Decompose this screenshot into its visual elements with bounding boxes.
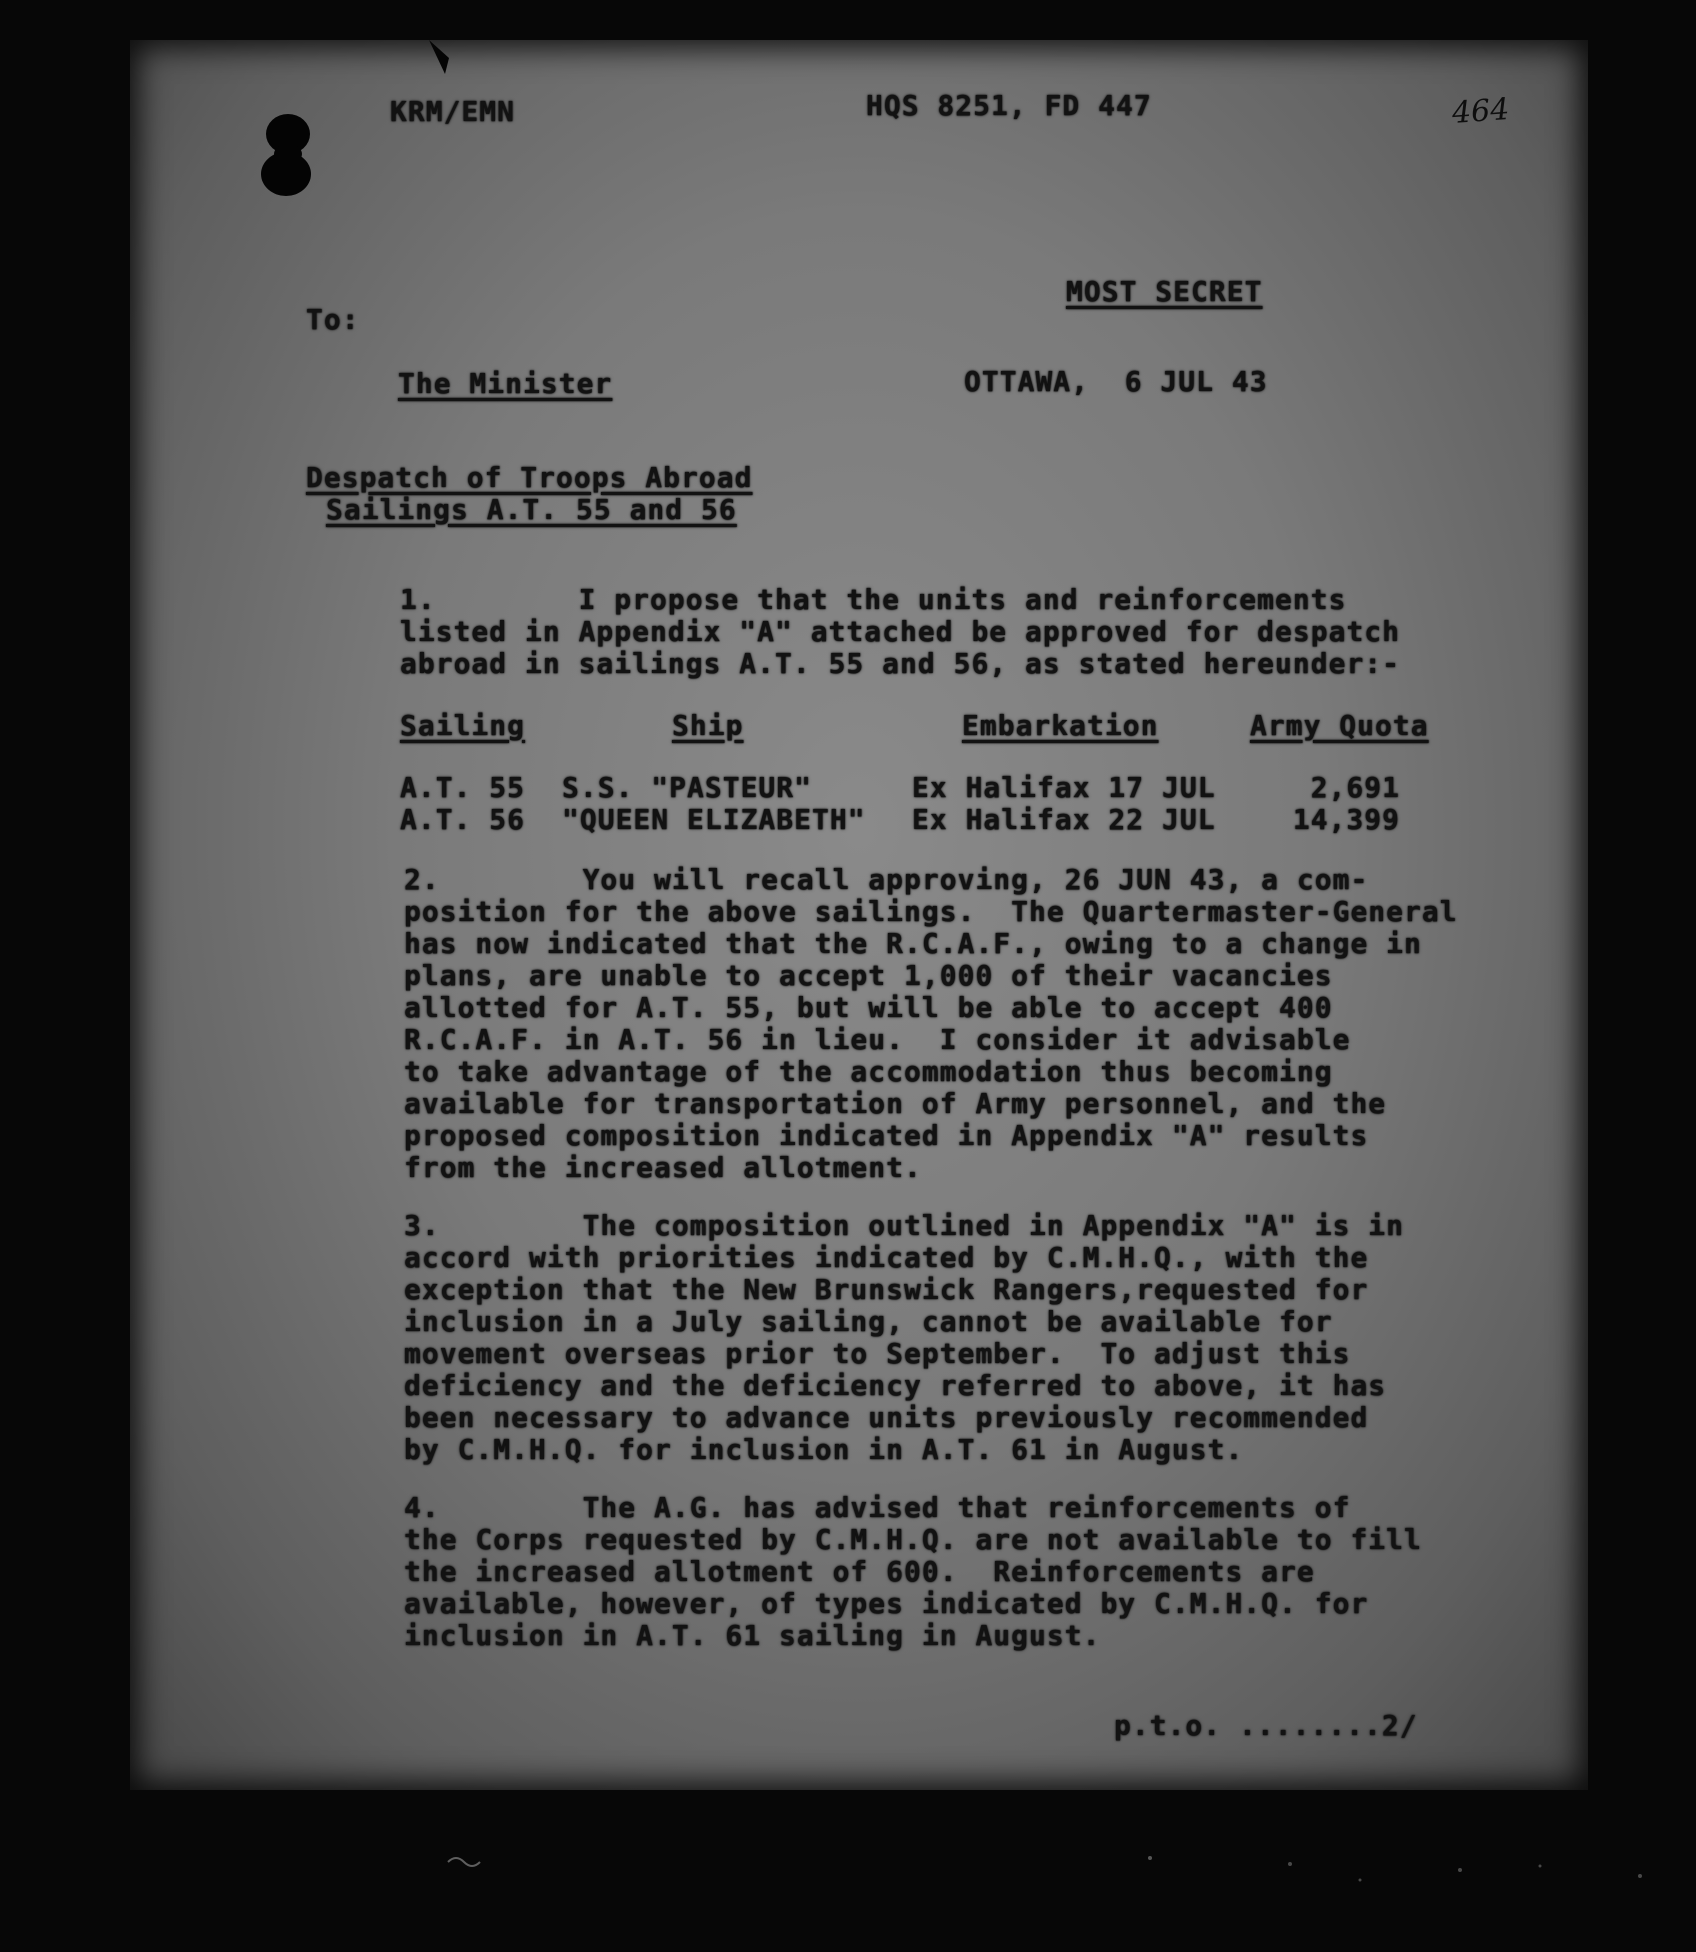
cell-ship: "QUEEN ELIZABETH" [562,803,866,836]
reference-initials: KRM/EMN [390,95,516,128]
paragraph-line: movement overseas prior to September. To adjust this [404,1337,1351,1370]
addressee: The Minister [398,367,613,400]
paragraph-line: deficiency and the deficiency referred to above, it has [404,1369,1387,1402]
paragraph-line: R.C.A.F. in A.T. 56 in lieu. I consider it advisable [404,1023,1351,1056]
subject-line-2: Sailings A.T. 55 and 56 [326,493,737,526]
paragraph-line: plans, are unable to accept 1,000 of their vacancies [404,959,1333,992]
paragraph-line: listed in Appendix "A" attached be approved for despatch [400,615,1401,648]
paragraph-line: 1. I propose that the units and reinforcements [400,583,1347,616]
paragraph-line: to take advantage of the accommodation thus becoming [404,1055,1333,1088]
to-label: To: [306,303,360,336]
subject-line-1: Despatch of Troops Abroad [306,461,753,494]
paragraph-line: position for the above sailings. The Quartermaster-General [404,895,1458,928]
classification-marking: MOST SECRET [1066,275,1263,308]
column-header-army-quota: Army Quota [1250,709,1429,742]
paragraph-line: proposed composition indicated in Appendix "A" results [404,1119,1369,1152]
ink-blot [258,112,316,198]
paragraph-line: accord with priorities indicated by C.M.H.Q., with the [404,1241,1369,1274]
paragraph-line: abroad in sailings A.T. 55 and 56, as stated hereunder:- [400,647,1401,680]
cell-army-quota: 2,691 [1310,771,1400,804]
cell-ship: S.S. "PASTEUR" [562,771,813,804]
paragraph-line: has now indicated that the R.C.A.F., owing to a change in [404,927,1422,960]
paragraph-line: allotted for A.T. 55, but will be able to accept 400 [404,991,1333,1024]
column-header-sailing: Sailing [400,709,526,742]
place-and-date: OTTAWA, 6 JUL 43 [964,365,1268,398]
paragraph-line: exception that the New Brunswick Rangers,requested for [404,1273,1369,1306]
cell-sailing: A.T. 55 [400,771,526,804]
paragraph-line: 3. The composition outlined in Appendix "A" is in [404,1209,1405,1242]
paragraph-line: been necessary to advance units previously recommended [404,1401,1369,1434]
file-reference: HQS 8251, FD 447 [866,89,1152,122]
paragraph-line: 2. You will recall approving, 26 JUN 43, a com- [404,863,1369,896]
cell-embarkation: Ex Halifax 17 JUL [912,771,1216,804]
film-mark [425,38,455,78]
cell-embarkation: Ex Halifax 22 JUL [912,803,1216,836]
paragraph-line: the Corps requested by C.M.H.Q. are not available to fill [404,1523,1422,1556]
paragraph-line: inclusion in A.T. 61 sailing in August. [404,1619,1101,1652]
cell-sailing: A.T. 56 [400,803,526,836]
paragraph-line: available, however, of types indicated by C.M.H.Q. for [404,1587,1369,1620]
paragraph-line: 4. The A.G. has advised that reinforcements of [404,1491,1351,1524]
paragraph-line: the increased allotment of 600. Reinforcements are [404,1555,1315,1588]
paragraph-line: inclusion in a July sailing, cannot be available for [404,1305,1333,1338]
paragraph-line: from the increased allotment. [404,1151,922,1184]
column-header-embarkation: Embarkation [962,709,1159,742]
page-turn-note: p.t.o. ........2/ [1114,1709,1418,1742]
handwritten-folio-number: 464 [1450,92,1511,131]
paragraph-line: available for transportation of Army personnel, and the [404,1087,1387,1120]
paragraph-line: by C.M.H.Q. for inclusion in A.T. 61 in August. [404,1433,1244,1466]
column-header-ship: Ship [672,709,744,742]
cell-army-quota: 14,399 [1292,803,1400,836]
